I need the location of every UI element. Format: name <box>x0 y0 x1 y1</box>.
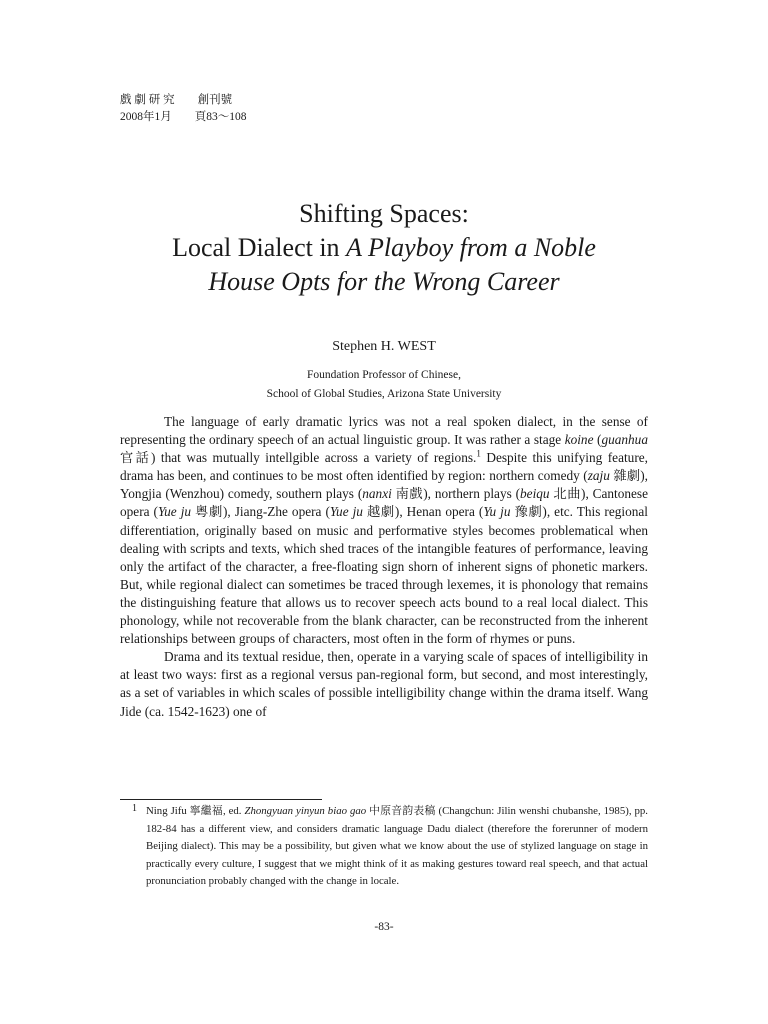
footnote-divider <box>120 799 322 800</box>
italic-term: guanhua <box>601 432 648 448</box>
text-run: Drama and its textual residue, then, operate in a varying scale of spaces of intelligibility in at least two ways: first as a regional versus pan-regional form, but second, and most interestingly, as a set of variables in which scales of possible intelligibility change within the drama itself. Wang Jide (ca. 1542-1623) one of <box>120 649 648 719</box>
text-run: 豫劇), etc. This regional differentiation, originally based on music and performative styles becomes problematical when dealing with scripts and texts, which shed traces of the intangible features of performance, leaving only the artifact of the character, a free-floating sign shorn of inherent signs of phonetic markers. But, while regional dialect can sometimes be traced through lexemes, it is phonology that remains the distinguishing feature that allows us to recover speech acts bound to a real local dialect. This phonology, while not recoverable from the blank character, can be reconstructed from the inherent relationships between groups of characters, most often in the form of rhymes or puns. <box>120 504 648 647</box>
title-line-2-plain: Local Dialect in <box>172 233 347 262</box>
text-run: 粵劇), Jiang-Zhe opera ( <box>191 504 330 520</box>
title-line-3: House Opts for the Wrong Career <box>208 267 560 296</box>
italic-term: beiqu <box>520 486 550 502</box>
paragraph <box>120 413 648 648</box>
running-header <box>120 92 247 126</box>
text-run: 北曲), Cantonese opera ( <box>120 486 648 520</box>
title-line-1: Shifting Spaces: <box>299 199 469 228</box>
text-run: Ning Jifu 寧繼福, ed. <box>146 805 245 817</box>
text-run: 中原音韵表稿 (Changchun: Jilin wenshi chubanshe, 1985), pp. 182-84 has a different view, and considers dramatic language Dadu dialect (therefore the forerunner of modern Beijing dialect). This may be a possibility, but given what we know about the use of stylized language on stage in practically every culture, I suggest that we might think of it as making gestures toward real speech, and that actual pronunciation probably changed with the change in locale. <box>146 805 648 888</box>
body-text <box>120 413 648 721</box>
text-run: 雜劇), Yongjia (Wenzhou) comedy, southern plays ( <box>120 468 649 502</box>
italic-term: Yu ju <box>483 504 511 520</box>
footnote-ref: 1 <box>476 448 481 459</box>
text-run: 越劇), Henan opera ( <box>362 504 484 520</box>
title-line-2-italic: A Playboy from a Noble <box>346 233 596 262</box>
paragraph <box>120 648 648 720</box>
affiliation-line-2: School of Global Studies, Arizona State University <box>266 388 502 400</box>
article-title <box>100 197 668 299</box>
footnote <box>120 803 648 891</box>
text-run: The language of early dramatic lyrics was not a real spoken dialect, in the sense of representing the ordinary speech of an actual linguistic group. It was rather a stage <box>120 414 648 448</box>
affiliation-line-1: Foundation Professor of Chinese, <box>307 369 461 381</box>
italic-term: Yue ju <box>329 504 363 520</box>
italic-term: nanxi <box>362 486 392 502</box>
italic-term: Zhongyuan yinyun biao gao <box>244 805 367 817</box>
italic-term: koine <box>564 432 594 448</box>
issue-info: 2008年1月 頁83～108 <box>120 111 247 123</box>
italic-term: Yue ju <box>157 504 192 520</box>
title-line-2 <box>100 231 668 265</box>
text-run: 官話) that was mutually intellgible across a variety of regions. <box>120 450 477 466</box>
text-run: Despite this unifying feature, drama has been, and continues to be most often identified by region: northern comedy ( <box>120 450 648 484</box>
journal-name: 戲 劇 研 究 創刊號 <box>120 94 233 106</box>
author-affiliation <box>120 366 648 404</box>
italic-term: zaju <box>587 468 610 484</box>
text-run: 南戲), northern plays ( <box>391 486 521 502</box>
page-number: -83- <box>374 921 394 933</box>
author-name: Stephen H. WEST <box>332 339 436 354</box>
footnote-number: 1 <box>132 803 137 814</box>
text-run: ( <box>593 432 602 448</box>
footnote-text <box>120 803 648 891</box>
